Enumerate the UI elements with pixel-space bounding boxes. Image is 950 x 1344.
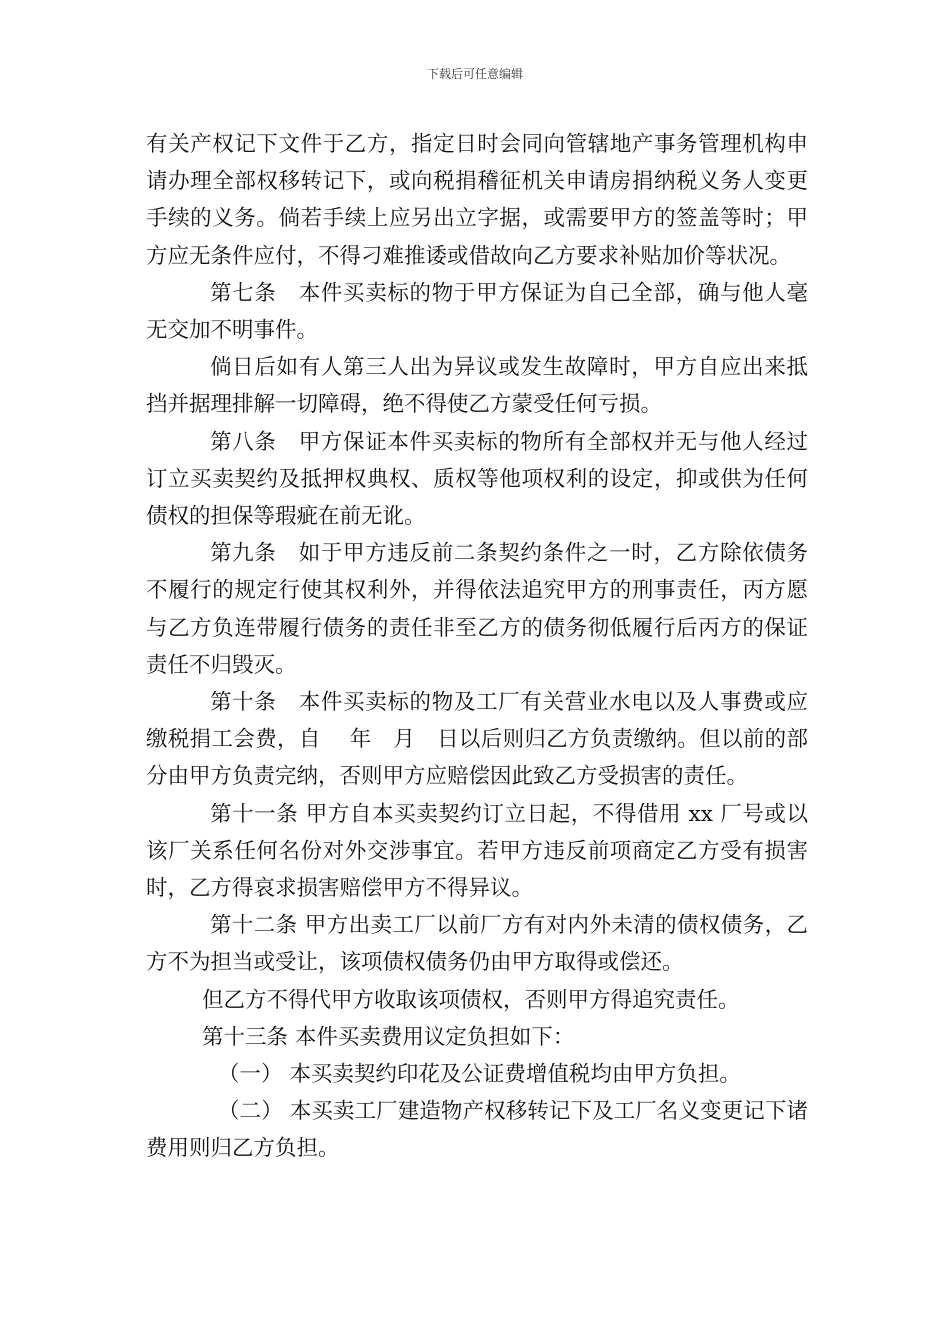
article-11: 第十一条 甲方自本买卖契约订立日起，不得借用 xx 厂号或以该厂关系任何名份对外交涉事宜。若甲方违反前项商定乙方受有损害时，乙方得哀求损害赔偿甲方不得异议。 — [146, 801, 808, 902]
article-7: 第七条 本件买卖标的物于甲方保证为自己全部，确与他人毫无交加不明事件。 — [146, 280, 808, 344]
article-13-item-1: （一） 本买卖契约印花及公证费增值税均由甲方负担。 — [218, 1062, 741, 1088]
article-13: 第十三条 本件买卖费用议定负担如下： — [202, 1024, 575, 1050]
article-8: 第八条 甲方保证本件买卖标的物所有全部权并无与他人经过订立买卖契约及抵押权典权、质权等他项权利的设定，抑或供为任何债权的担保等瑕疵在前无讹。 — [146, 429, 808, 530]
document-body — [146, 126, 808, 1168]
paragraph-continuation: 有关产权记下文件于乙方，指定日时会同向管辖地产事务管理机构申请办理全部权移转记下，或向税捐稽征机关申请房捐纳税义务人变更手续的义务。倘若手续上应另出立字据，或需要甲方的签盖等时；甲方应无条件应付，不得刁难推诿或借故向乙方要求补贴加价等状况。 — [146, 132, 808, 269]
article-7-clause: 倘日后如有人第三人出为异议或发生故障时，甲方自应出来抵挡并据理排解一切障碍，绝不得使乙方蒙受任何亏损。 — [146, 355, 808, 418]
article-12: 第十二条 甲方出卖工厂以前厂方有对内外未清的债权债务，乙方不为担当或受让，该项债权债务仍由甲方取得或偿还。 — [146, 913, 808, 976]
article-13-item-2: （二） 本买卖工厂建造物产权移转记下及工厂名义变更记下诸费用则归乙方负担。 — [146, 1099, 808, 1162]
article-9: 第九条 如于甲方违反前二条契约条件之一时，乙方除依债务不履行的规定行使其权利外，并得依法追究甲方的刑事责任，丙方愿与乙方负连带履行债务的责任非至乙方的债务彻低履行后丙方的保证责任不归毁灭。 — [146, 541, 808, 678]
page-header: 下载后可任意编辑 — [426, 67, 523, 81]
article-12-clause: 但乙方不得代甲方收取该项债权，否则甲方得追究责任。 — [202, 987, 740, 1013]
article-10: 第十条 本件买卖标的物及工厂有关营业水电以及人事费或应缴税捐工会费，自 年 月 日以后则归乙方负责缴纳。但以前的部分由甲方负责完纳，否则甲方应赔偿因此致乙方受损害的责任。 — [146, 690, 808, 790]
